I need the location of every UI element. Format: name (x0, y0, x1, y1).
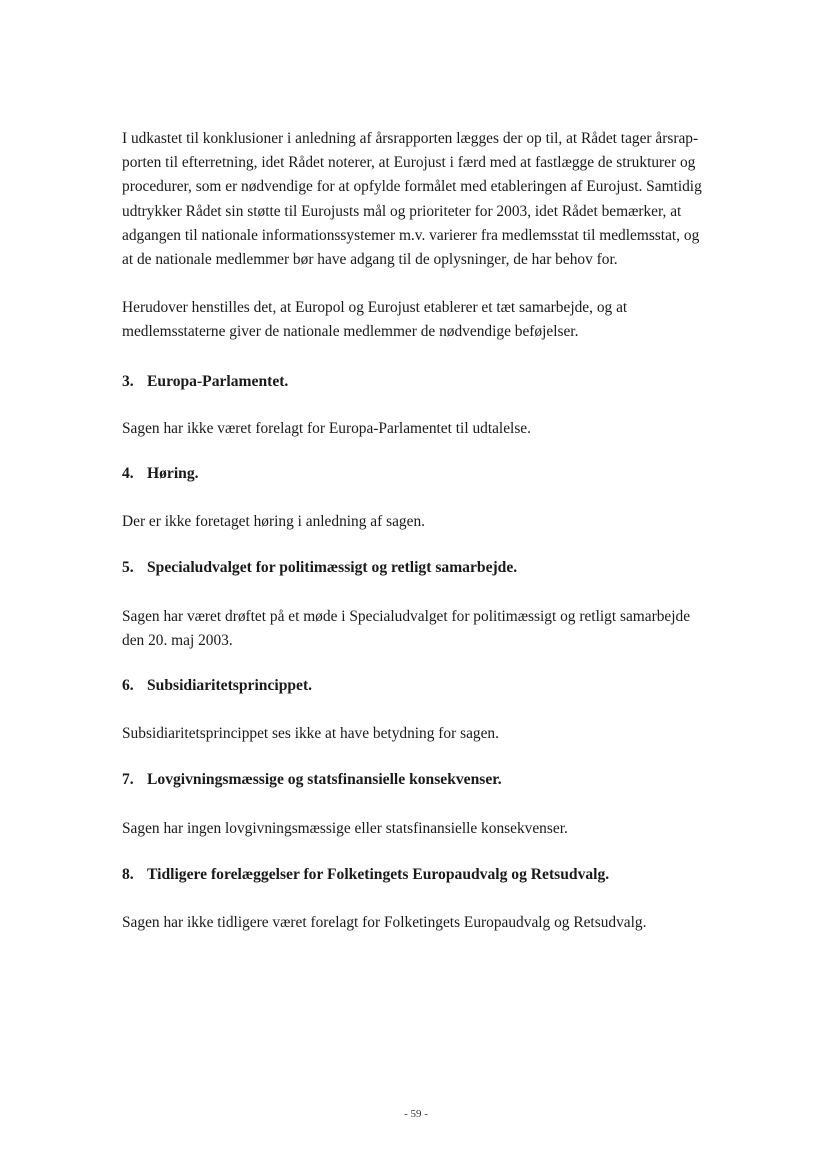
section-title: Specialudvalget for politimæssigt og retligt samarbejde. (147, 559, 518, 576)
text-line: Sagen har ikke tidligere været forelagt for Folketingets Europaudvalg og Retsudvalg. (122, 914, 647, 931)
section-body-8 (122, 911, 752, 935)
text-line: Subsidiaritetsprincippet ses ikke at have betydning for sagen. (122, 725, 499, 742)
text-line: Der er ikke foretaget høring i anledning af sagen. (122, 513, 425, 530)
section-body-6 (122, 722, 752, 746)
section-number: 7. (122, 771, 134, 788)
section-body-4 (122, 510, 752, 534)
text-line: Herudover henstilles det, at Europol og Eurojust etablerer et tæt samarbejde, og at (122, 299, 628, 316)
section-heading-7 (122, 771, 502, 789)
page-number: - 59 - (404, 1108, 428, 1120)
text-line: Sagen har ikke været forelagt for Europa-Parlamentet til udtalelse. (122, 420, 531, 437)
section-number: 6. (122, 677, 134, 694)
section-title: Lovgivningsmæssige og statsfinansielle konsekvenser. (147, 771, 502, 788)
text-line: medlemsstaterne giver de nationale medlemmer de nødvendige beføjelser. (122, 323, 579, 341)
section-heading-8 (122, 866, 609, 884)
text-line: procedurer, som er nødvendige for at opfylde formålet med etableringen af Eurojust. Samtidig (122, 178, 702, 196)
section-heading-4 (122, 465, 199, 483)
section-number: 3. (122, 373, 134, 390)
further-paragraph (122, 296, 752, 344)
section-number: 4. (122, 465, 134, 482)
section-body-3 (122, 417, 752, 441)
text-line: adgangen til nationale informationssystemer m.v. varierer fra medlemsstat til medlemsstat, og (122, 226, 700, 244)
text-line: den 20. maj 2003. (122, 632, 233, 650)
section-title: Subsidiaritetsprincippet. (147, 677, 313, 694)
text-line: I udkastet til konklusioner i anledning af årsrapporten lægges der op til, at Rådet tager årsrap- (122, 130, 699, 147)
intro-paragraph (122, 127, 752, 272)
text-line: Sagen har ingen lovgivningsmæssige eller statsfinansielle konsekvenser. (122, 820, 568, 837)
section-heading-5 (122, 559, 517, 577)
text-line: at de nationale medlemmer bør have adgang til de oplysninger, de har behov for. (122, 251, 618, 269)
section-heading-6 (122, 677, 312, 695)
section-heading-3 (122, 373, 288, 391)
section-title: Tidligere forelæggelser for Folketingets Europaudvalg og Retsudvalg. (147, 866, 610, 883)
text-line: Sagen har været drøftet på et møde i Specialudvalget for politimæssigt og retligt samarbejde (122, 608, 691, 625)
section-title: Høring. (147, 465, 199, 482)
section-body-5 (122, 605, 752, 653)
text-line: udtrykker Rådet sin støtte til Eurojusts mål og prioriteter for 2003, idet Rådet bemærker, at (122, 202, 682, 220)
section-number: 5. (122, 559, 134, 576)
section-number: 8. (122, 866, 134, 883)
text-line: porten til efterretning, idet Rådet noterer, at Eurojust i færd med at fastlægge de strukturer og (122, 154, 696, 172)
section-title: Europa-Parlamentet. (147, 373, 289, 390)
section-body-7 (122, 817, 752, 841)
